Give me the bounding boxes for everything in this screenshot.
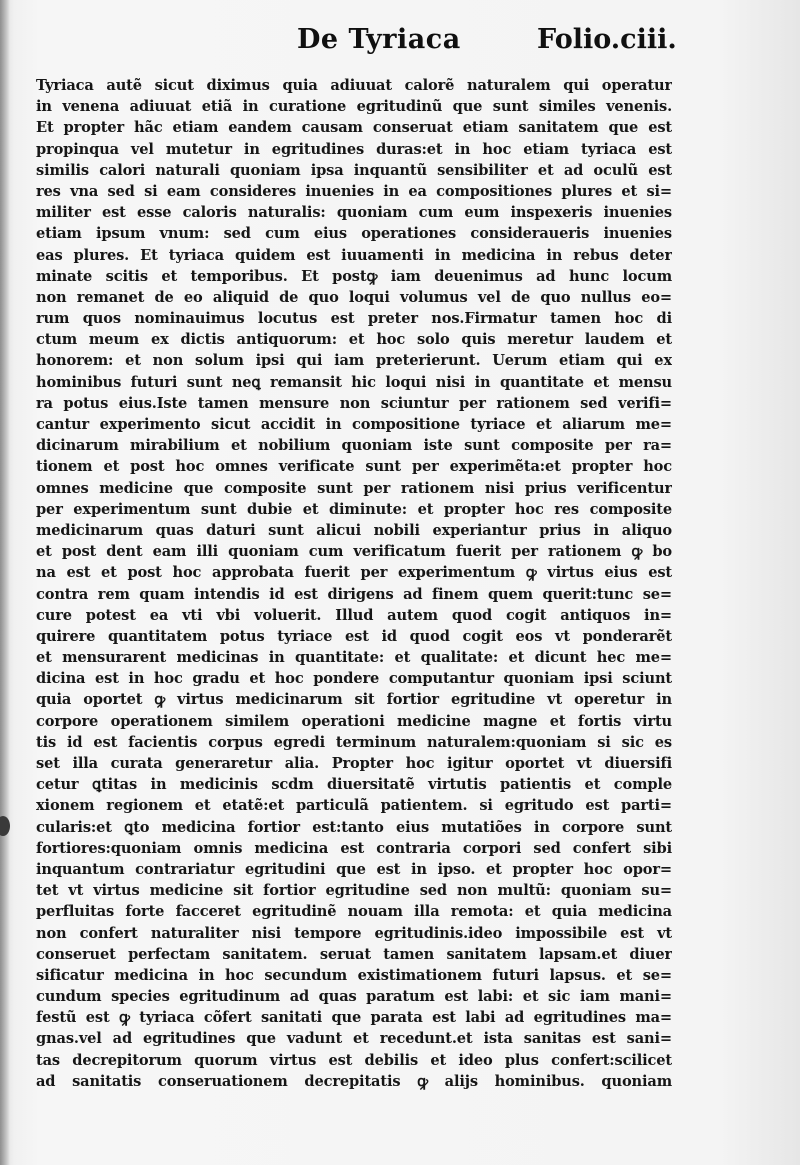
text-line: sificatur medicina in hoc secundum existimationem futuri lapsus. et se= <box>36 966 672 984</box>
text-line: cetur ꝗtitas in medicinis scdm diuersitatẽ virtutis patientis et comple <box>36 776 672 794</box>
text-line: per experimentum sunt dubie et diminute: et propter hoc res composite <box>36 500 672 518</box>
text-line: militer est esse caloris naturalis: quoniam cum eum inspexeris inuenies <box>36 204 672 222</box>
text-line: contra rem quam intendis id est dirigens ad finem quem querit:tunc se= <box>36 585 672 603</box>
text-line: in venena adiuuat etiã in curatione egritudinũ que sunt similes venenis. <box>36 98 672 116</box>
text-line: et post dent eam illi quoniam cum verificatum fuerit per rationem ꝙ bo <box>36 543 672 561</box>
text-line: inquantum contrariatur egritudini que est in ipso. et propter hoc opor= <box>36 860 672 878</box>
binding-gutter-shadow <box>0 0 10 1165</box>
body-text-block <box>36 75 672 1092</box>
text-line: propinqua vel mutetur in egritudines duras:et in hoc etiam tyriaca est <box>36 140 672 158</box>
text-line: perfluitas forte facceret egritudinẽ nouam illa remota: et quia medicina <box>36 903 672 921</box>
text-line: cantur experimento sicut accidit in compositione tyriace et aliarum me= <box>36 416 672 433</box>
text-line: Tyriaca autẽ sicut diximus quia adiuuat calorẽ naturalem qui operatur <box>36 77 672 94</box>
text-line: hominibus futuri sunt neꝗ remansit hic loqui nisi in quantitate et mensu <box>36 373 672 391</box>
text-line: cularis:et ꝗto medicina fortior est:tanto eius mutatiões in corpore sunt <box>36 818 672 836</box>
text-line: fortiores:quoniam omnis medicina est contraria corpori sed confert sibi <box>36 839 672 857</box>
text-line: quia oportet ꝙ virtus medicinarum sit fortior egritudine vt operetur in <box>36 691 672 709</box>
text-line: tet vt virtus medicine sit fortior egritudine sed non multũ: quoniam su= <box>36 882 672 900</box>
running-head <box>0 24 800 64</box>
text-line: cure potest ea vti vbi voluerit. Illud autem quod cogit antiquos in= <box>36 606 672 624</box>
text-line: honorem: et non solum ipsi qui iam preterierunt. Uerum etiam qui ex <box>36 352 672 370</box>
text-line: set illa curata generaretur alia. Propter hoc igitur oportet vt diuersifi <box>36 755 672 772</box>
text-line: xionem regionem et etatẽ:et particulã patientem. si egritudo est parti= <box>36 797 672 815</box>
text-line: rum quos nominauimus locutus est preter nos.Firmatur tamen hoc di <box>36 310 672 328</box>
text-line: tis id est facientis corpus egredi terminum naturalem:quoniam si sic es <box>36 733 672 751</box>
text-line: dicinarum mirabilium et nobilium quoniam iste sunt composite per ra= <box>36 437 672 455</box>
text-line: na est et post hoc approbata fuerit per experimentum ꝙ virtus eius est <box>36 564 672 582</box>
text-line: similis calori naturali quoniam ipsa inquantũ sensibiliter et ad oculũ est <box>36 161 672 179</box>
text-line: non remanet de eo aliquid de quo loqui volumus vel de quo nullus eo= <box>36 288 672 306</box>
page-title: De Tyriaca <box>297 24 461 55</box>
text-line: cundum species egritudinum ad quas paratum est labi: et sic iam mani= <box>36 988 672 1006</box>
text-line: gnas.vel ad egritudines que vadunt et recedunt.et ista sanitas est sani= <box>36 1030 672 1048</box>
text-line: ra potus eius.Iste tamen mensure non sciuntur per rationem sed verifi= <box>36 394 672 412</box>
folio-number: Folio.ciii. <box>537 24 677 55</box>
text-line: festũ est ꝙ tyriaca cõfert sanitati que parata est labi ad egritudines ma= <box>36 1009 672 1027</box>
text-line: medicinarum quas daturi sunt alicui nobili experiantur prius in aliquo <box>36 521 672 539</box>
text-line: omnes medicine que composite sunt per rationem nisi prius verificentur <box>36 479 672 497</box>
text-line: dicina est in hoc gradu et hoc pondere computantur quoniam ipsi sciunt <box>36 670 672 688</box>
text-line: minate scitis et temporibus. Et postꝙ iam deuenimus ad hunc locum <box>36 267 672 285</box>
text-line: quirere quantitatem potus tyriace est id quod cogit eos vt ponderarẽt <box>36 627 672 645</box>
text-line: conseruet perfectam sanitatem. seruat tamen sanitatem lapsam.et diuer <box>36 945 672 963</box>
text-line: corpore operationem similem operationi medicine magne et fortis virtu <box>36 712 672 730</box>
text-line: ctum meum ex dictis antiquorum: et hoc solo quis meretur laudem et <box>36 331 672 349</box>
text-line: Et propter hãc etiam eandem causam conseruat etiam sanitatem que est <box>36 119 672 137</box>
text-line: ad sanitatis conseruationem decrepitatis ꝙ alijs hominibus. quoniam <box>36 1072 672 1090</box>
text-line: tas decrepitorum quorum virtus est debilis et ideo plus confert:scilicet <box>36 1051 672 1069</box>
text-line: res vna sed si eam consideres inuenies in ea compositiones plures et si= <box>36 182 672 200</box>
text-line: et mensurarent medicinas in quantitate: et qualitate: et dicunt hec me= <box>36 649 672 667</box>
text-line: etiam ipsum vnum: sed cum eius operationes consideraueris inuenies <box>36 225 672 243</box>
text-line: eas plures. Et tyriaca quidem est iuuamenti in medicina in rebus deter <box>36 246 672 264</box>
text-line: tionem et post hoc omnes verificate sunt per experimẽta:et propter hoc <box>36 458 672 476</box>
text-line: non confert naturaliter nisi tempore egritudinis.ideo impossibile est vt <box>36 924 672 942</box>
